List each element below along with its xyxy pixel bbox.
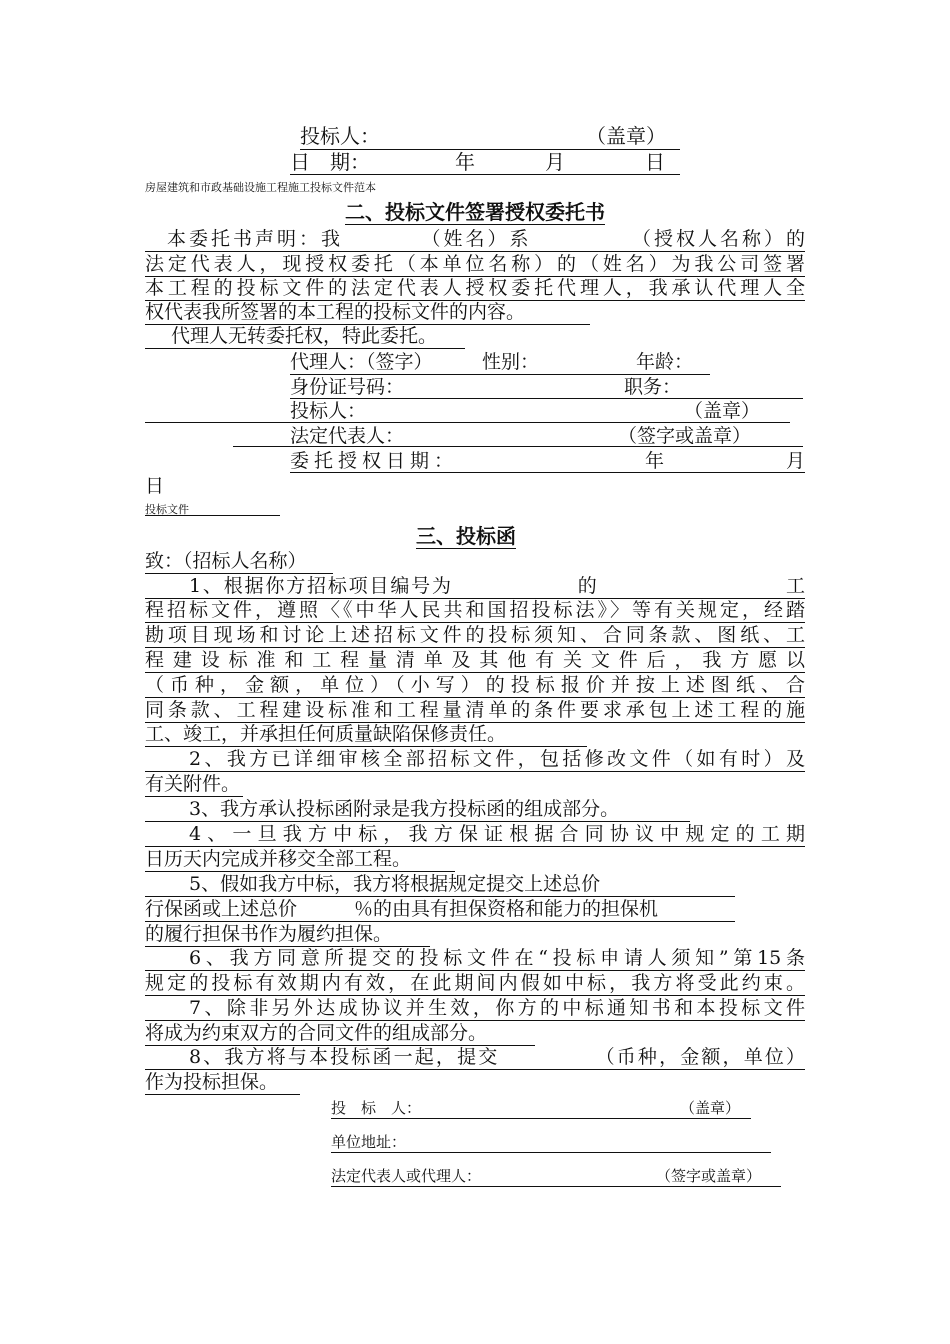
letter-line-7: 工、竣工，并承担任何质量缺陷保修责任。 (145, 722, 587, 747)
legal-rep-line (233, 446, 803, 447)
letter-line-17: 规定的投标有效期内有效，在此期间内假如中标，我方将受此约束。 (145, 972, 805, 994)
footer-note: 投标文件 (145, 503, 189, 516)
top-month: 月 (545, 150, 565, 174)
sign-seal-label: （盖章） (680, 1099, 741, 1117)
top-seal-label: （盖章） (586, 124, 666, 148)
letter-line-6: 同条款、工程建设标准和工程量清单的条件要求承包上述工程的施 (145, 699, 805, 721)
letter-line-9: 有关附件。 (145, 772, 243, 797)
section3-title (416, 523, 516, 549)
gender-label: 性别： (482, 351, 540, 373)
to-recipient: 致：（招标人名称） (145, 549, 333, 574)
header-note: 房屋建筑和市政基础设施工程施工投标文件范本 (145, 181, 376, 194)
top-day: 日 (645, 150, 665, 174)
section2-para-line-2: 法定代表人，现授权委托（本单位名称）的（姓名）为我公司签署 (145, 253, 805, 275)
letter-line-4: 程建设标准和工程量清单及其他有关文件后，我方愿以 (145, 649, 805, 671)
auth-day: 日 (145, 475, 165, 497)
auth-month: 月 (786, 450, 806, 472)
auth-date-label: 委托授权日期： (290, 450, 459, 472)
footer-note-line (145, 515, 280, 516)
letter-line-1: 1、根据你方招标项目编号为 的 工 (145, 574, 805, 599)
section2-title-text: 二、投标文件签署授权委托书 (345, 200, 605, 224)
letter-line-5: （币种，金额，单位）（小写）的投标报价并按上述图纸、合 (145, 674, 805, 696)
s2-bidder-line (145, 422, 790, 423)
top-date-label: 日 期： (290, 150, 370, 174)
letter-line-11: 4、一旦我方中标，我方保证根据合同协议中规定的工期 (145, 822, 805, 847)
letter-line-15: 的履行担保书作为履约担保。 (145, 922, 430, 947)
letter-line-12: 日历天内完成并移交全部工程。 (145, 847, 455, 872)
letter-line-8: 2、我方已详细审核全部招标文件，包括修改文件（如有时）及 (145, 747, 805, 772)
letter-line-19: 将成为约束双方的合同文件的组成部分。 (145, 1021, 535, 1046)
letter-line-16: 6、我方同意所提交的投标文件在“投标申请人须知”第15条 (145, 946, 805, 971)
letter-line-10: 3、我方承认投标函附录是我方投标函的组成部分。 (145, 797, 690, 822)
s2-bidder-label: 投标人： (290, 400, 367, 422)
section2-para-line-4: 权代表我所签署的本工程的投标文件的内容。 (145, 300, 590, 325)
letter-line-14: 行保函或上述总价 ％的由具有担保资格和能力的担保机 (145, 897, 735, 922)
letter-line-18: 7、除非另外达成协议并生效，你方的中标通知书和本投标文件 (145, 996, 805, 1021)
agent-label: 代理人：（签字） (290, 351, 433, 373)
section2-no-transfer: 代理人无转委托权，特此委托。 (145, 324, 465, 349)
unit-address-label: 单位地址： (331, 1133, 407, 1151)
letter-line-21: 作为投标担保。 (145, 1070, 300, 1095)
auth-date-line (290, 472, 805, 473)
s2-seal-label: （盖章） (684, 400, 761, 422)
auth-year: 年 (645, 450, 665, 472)
id-number-label: 身份证号码： (290, 376, 405, 398)
section3-title-text: 三、投标函 (416, 524, 516, 548)
unit-address-line (331, 1152, 771, 1153)
section2-para-line-3: 本工程的投标文件的法定代表人授权委托代理人，我承认代理人全 (145, 277, 805, 299)
top-bidder-label: 投标人： (300, 124, 380, 148)
sign-bidder-line (331, 1118, 751, 1119)
letter-line-3: 勘项目现场和讨论上述招标文件的投标须知、合同条款、图纸、工 (145, 624, 805, 646)
letter-line-20: 8、我方将与本投标函一起，提交 （币种，金额，单位） (145, 1045, 805, 1070)
letter-line-13: 5、假如我方中标，我方将根据规定提交上述总价 (145, 872, 735, 897)
top-year: 年 (455, 150, 475, 174)
legal-or-agent-line (331, 1186, 781, 1187)
legal-rep-sign-label: （签字或盖章） (618, 425, 752, 447)
section2-title (0, 199, 950, 225)
legal-or-agent-sign-label: （签字或盖章） (656, 1167, 762, 1185)
sign-bidder-label: 投 标 人： (331, 1099, 422, 1117)
top-date-line (290, 174, 680, 175)
legal-or-agent-label: 法定代表人或代理人： (331, 1167, 482, 1185)
age-label: 年龄： (636, 351, 694, 373)
position-label: 职务： (624, 376, 682, 398)
section2-para-line-1: 本委托书声明：我 （姓名）系 （授权人名称）的 (145, 227, 805, 252)
legal-rep-label: 法定代表人： (290, 425, 405, 447)
letter-line-2: 程招标文件，遵照〈《中华人民共和国招投标法》〉等有关规定，经踏 (145, 599, 805, 621)
